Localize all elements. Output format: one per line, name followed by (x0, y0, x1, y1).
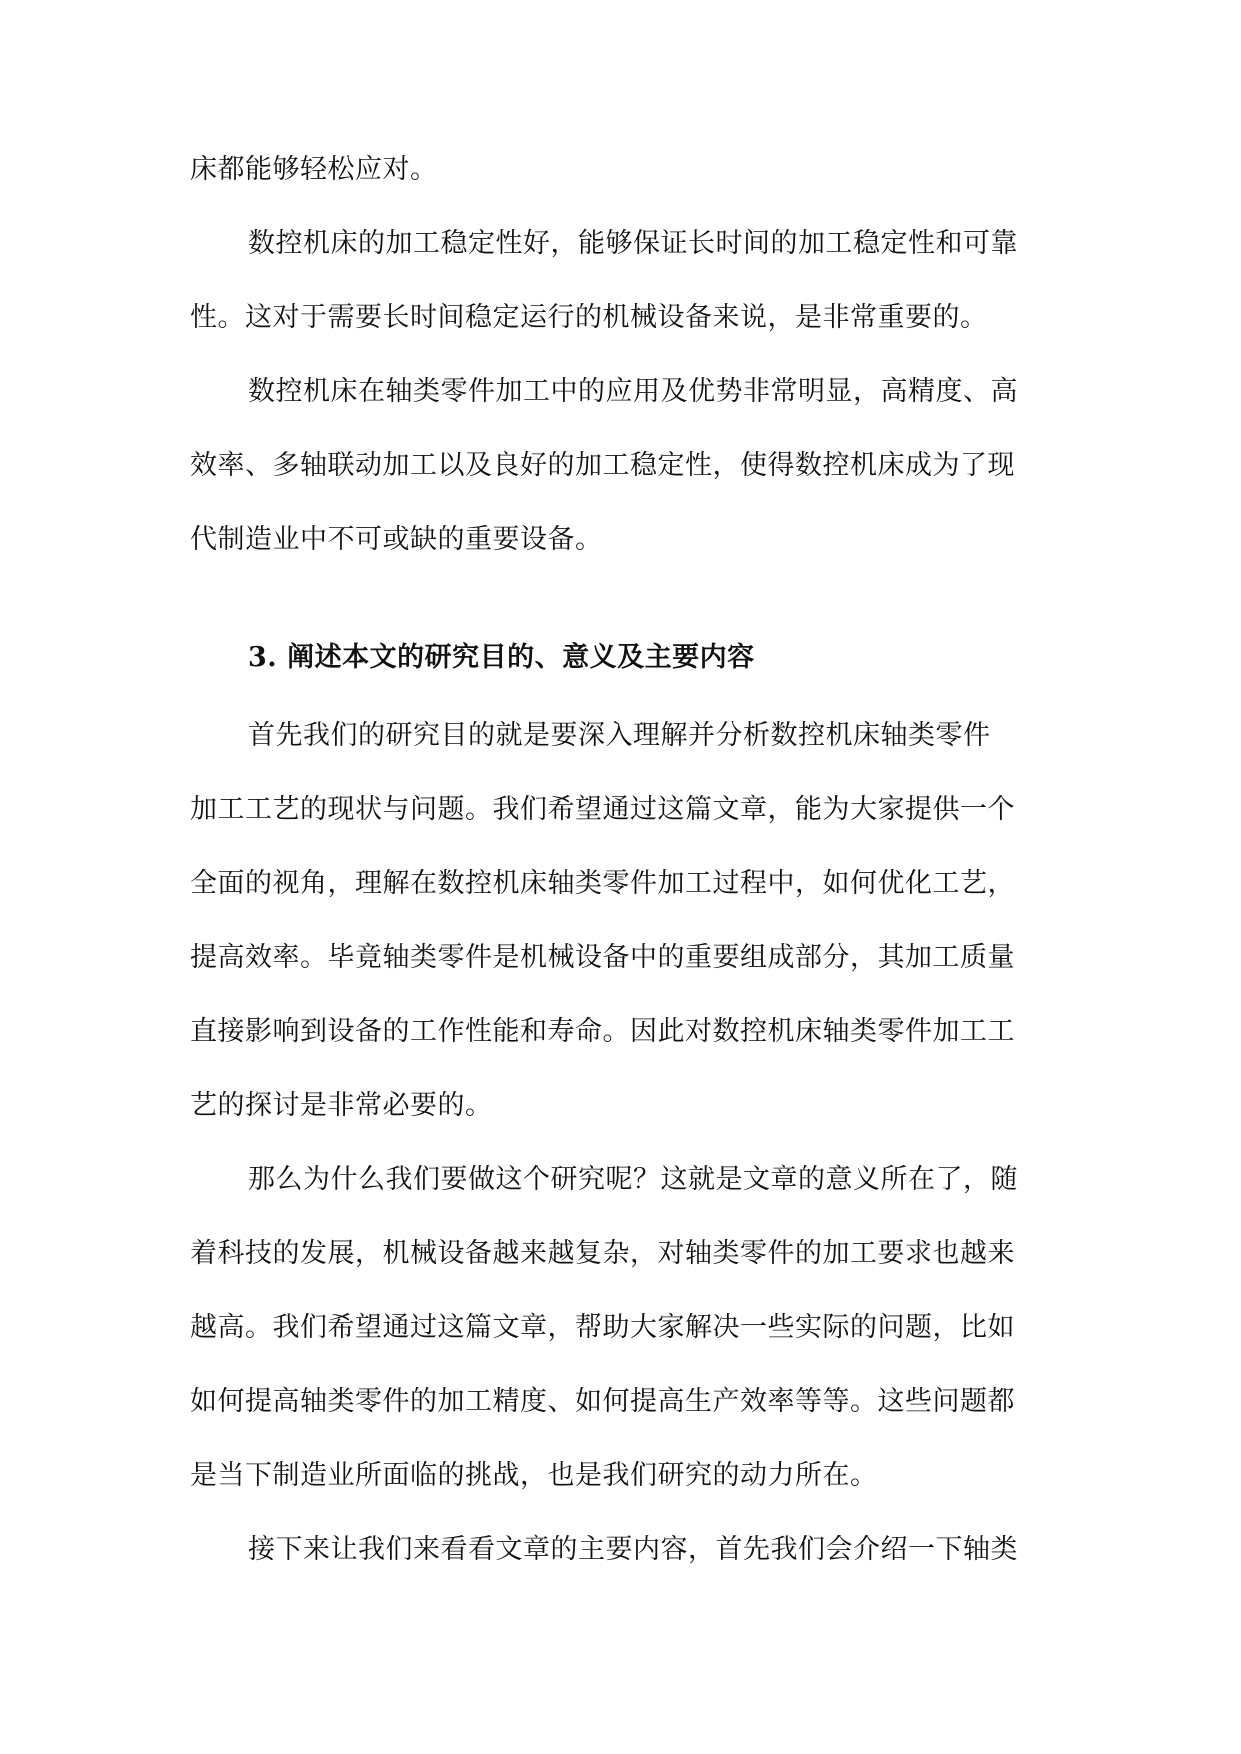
paragraph-line: 效率、多轴联动加工以及良好的加工稳定性，使得数控机床成为了现 (190, 450, 1015, 481)
section-heading: 3. 阐述本文的研究目的、意义及主要内容 (248, 642, 755, 673)
paragraph-line: 是当下制造业所面临的挑战，也是我们研究的动力所在。 (190, 1460, 878, 1491)
paragraph-line: 性。这对于需要长时间稳定运行的机械设备来说，是非常重要的。 (190, 302, 988, 333)
paragraph-line: 接下来让我们来看看文章的主要内容，首先我们会介绍一下轴类 (248, 1534, 1018, 1565)
paragraph-line: 越高。我们希望通过这篇文章，帮助大家解决一些实际的问题，比如 (190, 1312, 1015, 1343)
paragraph-line: 床都能够轻松应对。 (190, 154, 438, 185)
paragraph-line: 如何提高轴类零件的加工精度、如何提高生产效率等等。这些问题都 (190, 1386, 1015, 1417)
paragraph-line: 首先我们的研究目的就是要深入理解并分析数控机床轴类零件 (248, 720, 991, 751)
paragraph-line: 着科技的发展，机械设备越来越复杂，对轴类零件的加工要求也越来 (190, 1238, 1015, 1269)
paragraph-line: 那么为什么我们要做这个研究呢？这就是文章的意义所在了，随 (248, 1164, 1018, 1195)
paragraph-line: 艺的探讨是非常必要的。 (190, 1090, 493, 1121)
paragraph-line: 数控机床在轴类零件加工中的应用及优势非常明显，高精度、高 (248, 376, 1018, 407)
paragraph-line: 代制造业中不可或缺的重要设备。 (190, 524, 603, 555)
paragraph-line: 直接影响到设备的工作性能和寿命。因此对数控机床轴类零件加工工 (190, 1016, 1015, 1047)
paragraph-line: 提高效率。毕竟轴类零件是机械设备中的重要组成部分，其加工质量 (190, 942, 1015, 973)
paragraph-line: 加工工艺的现状与问题。我们希望通过这篇文章，能为大家提供一个 (190, 794, 1015, 825)
paragraph-line: 数控机床的加工稳定性好，能够保证长时间的加工稳定性和可靠 (248, 228, 1018, 259)
paragraph-line: 全面的视角，理解在数控机床轴类零件加工过程中，如何优化工艺， (190, 868, 1015, 899)
